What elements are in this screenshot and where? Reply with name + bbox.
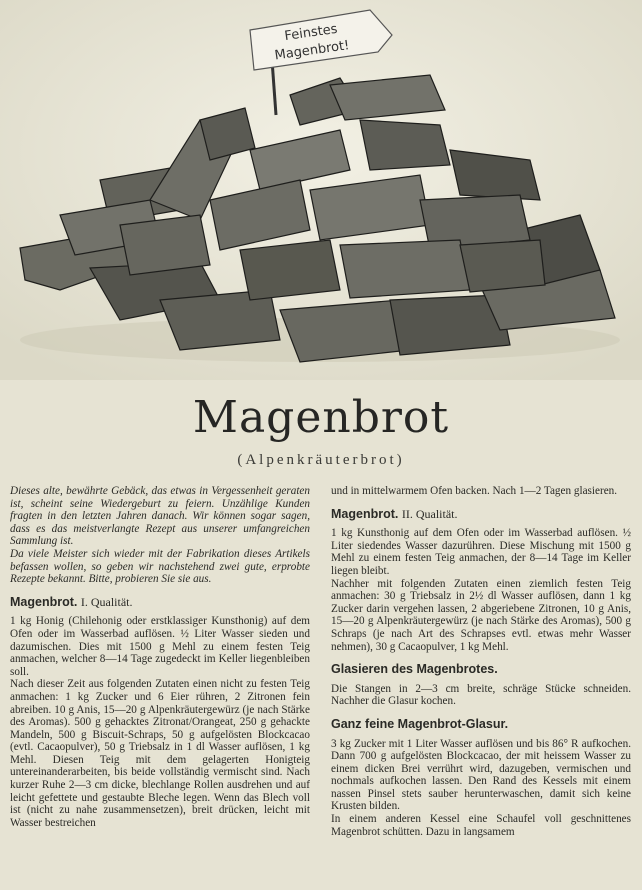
- section-heading-glaze-recipe: Ganz feine Magenbrot-Glasur.: [331, 716, 509, 731]
- sign-text-line1: Feinstes: [283, 21, 339, 45]
- glazing-paragraph: Die Stangen in 2—3 cm breite, schräge Stücke schneiden. Nachher die Glasur kochen.: [331, 682, 631, 708]
- page-subtitle: (Alpenkräuterbrot): [237, 452, 405, 468]
- right-column: [331, 485, 631, 838]
- section-heading-glazing: Glasieren des Magenbrotes.: [331, 662, 498, 677]
- left-column: [10, 485, 310, 829]
- section-heading-quality-1: [10, 596, 310, 609]
- glaze-paragraph-1: 3 kg Zucker mit 1 Liter Wasser auflösen und bis 86° R aufkochen. Dann 700 g aufgelösten Blockcacao, der mit heissem Wasser zu einem dicken Brei verrührt wird, dazugeben, vermischen und nochmals aufkochen lassen. Den Rand des Kessels mit einem nassen Pinsel stets sauber herunterwaschen, damit sich keine Krusten bilden.: [331, 737, 631, 813]
- continuation-paragraph: und in mittelwarmem Ofen backen. Nach 1—2 Tagen glasieren.: [331, 485, 618, 497]
- sign-text-line2: Magenbrot!: [273, 38, 351, 64]
- quality-label: I. Qualität.: [80, 594, 133, 609]
- section-heading-quality-2: [331, 508, 631, 521]
- quality-label: II. Qualität.: [401, 506, 458, 521]
- section-heading-text: Magenbrot.: [331, 506, 399, 521]
- recipe2-paragraph-2: Nachher mit folgenden Zutaten einen ziemlich festen Teig anmachen: 30 g Triebsalz in 2½ dl Wasser auflösen, dann 1 kg Zucker darin vergehen lassen, 2 abgeriebene Zitronen, 10 g Anis, 15—20 g Alpenkräutergewürz (je nach Stärke des Aromas), 500 g Schraps (je nach Art des Schrapses evtl. etwas mehr Wasser nehmen), 30 g Cacaopulver, 1 kg Mehl.: [331, 577, 631, 653]
- section-heading-text: Magenbrot.: [10, 594, 78, 609]
- recipe2-paragraph-1: 1 kg Kunsthonig auf dem Ofen oder im Wasserbad auflösen. ½ Liter siedendes Wasser dazurühren. Diese Mischung mit 1500 g Mehl zu einem festen Teig anmachen, der 8—14 Tage im Keller liegen bleibt.: [331, 527, 631, 577]
- page-title: Magenbrot: [192, 392, 450, 443]
- magenbrot-photo: [0, 0, 642, 380]
- intro-paragraph-1: Dieses alte, bewährte Gebäck, das etwas in Vergessenheit geraten ist, scheint seine Wiedergeburt zu feiern. Unzählige Kunden fragten in den letzten Jahren danach. Wir können sogar sagen, dass es das meistverlangte Rezept aus unserer umfangreichen Sammlung ist.: [10, 485, 310, 548]
- glaze-paragraph-2: In einem anderen Kessel eine Schaufel voll geschnittenes Magenbrot schütten. Dazu in langsamem: [331, 813, 631, 838]
- recipe1-paragraph-1: 1 kg Honig (Chilehonig oder erstklassiger Kunsthonig) auf dem Ofen oder im Wasserbad auflösen. ½ Liter Wasser sieden und dazumischen. Dies mit 1500 g Mehl zu einem festen Teig anmachen, welcher 8—14 Tage zugedeckt im Keller liegenbleiben soll.: [10, 615, 310, 678]
- intro-paragraph-2: Da viele Meister sich wieder mit der Fabrikation dieses Artikels befassen wollen, so geben wir nachstehend zwei gute, erprobte Rezepte bekannt. Bitte, probieren Sie sie aus.: [10, 547, 310, 586]
- recipe1-paragraph-2: Nach dieser Zeit aus folgenden Zutaten einen nicht zu festen Teig anmachen: 1 kg Zucker und 6 Eier rühren, 2 Zitronen fein abreiben. 10 g Anis, 15—20 g Alpenkräutergewürz (je nach Stärke des Aromas). 500 g gehacktes Zitronat/Orangeat, 250 g gehackte Mandeln, 500 g Biscuit-Schraps, 50 g aufgelösten Blockcacao (evtl. Cacaopulver), 50 g Triebsalz in 1 dl Wasser auflösen, 1 kg Mehl. Diesen Teig mit dem gelagerten Honigteig untereinanderarbeiten, bis beide vollständig vermischt sind. Nach kurzer Ruhe 2—3 cm dicke, blechlange Rollen ausdrehen und auf leicht gefettete und gestaubte Bleche legen. Wenn das Blech voll ist (nicht zu nahe zusammensetzen), breit drücken, leicht mit Wasser bestreichen: [10, 678, 310, 829]
